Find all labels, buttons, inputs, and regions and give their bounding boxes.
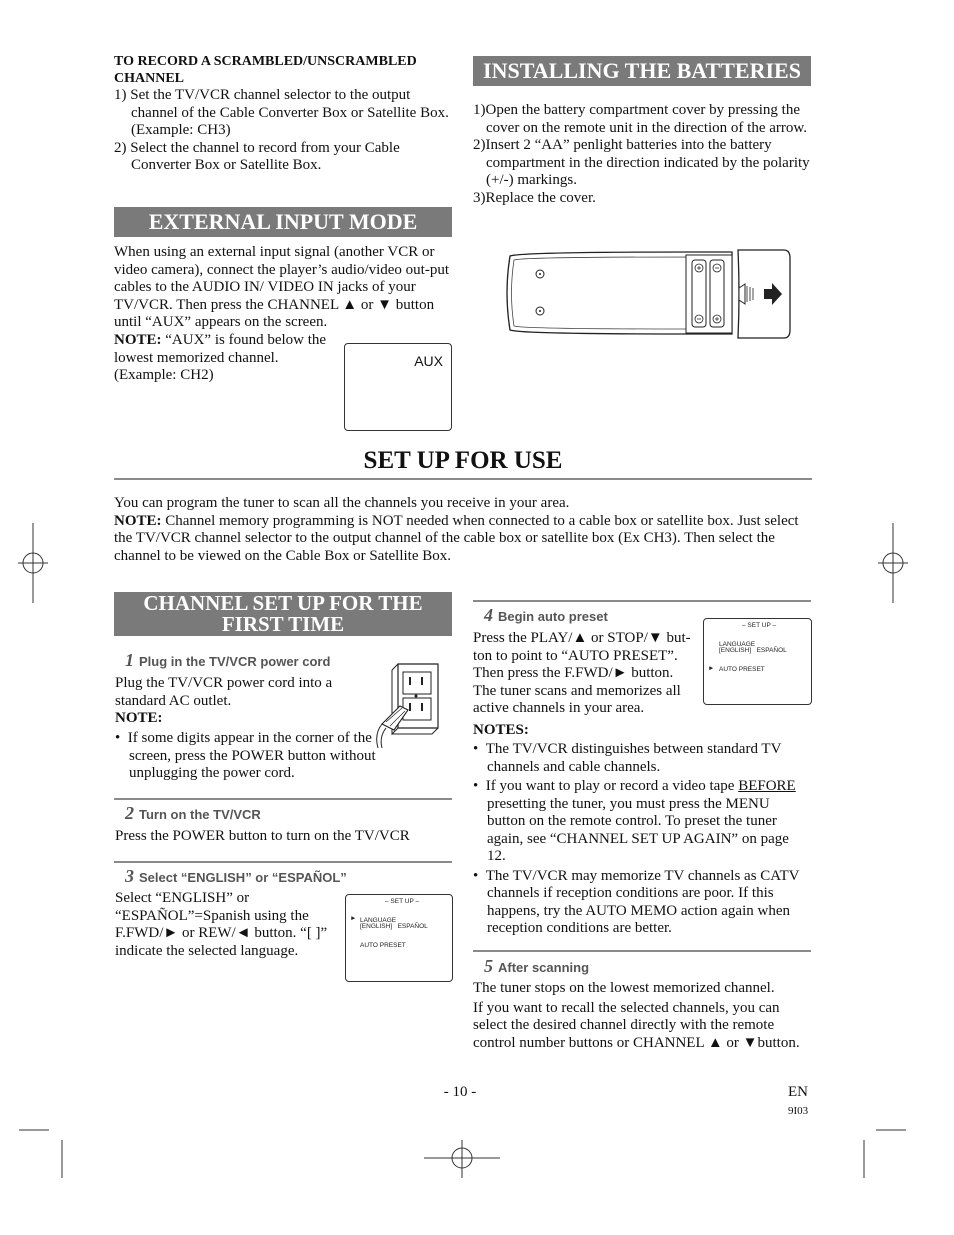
note-label: NOTE: <box>114 332 162 348</box>
menu-auto-preset: AUTO PRESET <box>719 666 765 673</box>
step-4-note-2-post: presetting the tuner, you must press the MENU button on the remote control. To preset the tuner again, see “CHANNEL SET UP AGAIN” on page 12. <box>487 795 789 864</box>
step-5-body-1: The tuner stops on the lowest memorized channel. <box>473 980 775 996</box>
step-4-number: 4 <box>484 605 493 625</box>
document-code: 9I03 <box>788 1105 809 1117</box>
record-title-line1: TO RECORD A SCRAMBLED/UNSCRAMBLED <box>114 54 417 69</box>
battery-step-3: 3)Replace the cover. <box>473 189 596 206</box>
batteries-heading: INSTALLING THE BATTERIES <box>473 56 811 86</box>
step-4-note-1-text: The TV/VCR distinguishes between standard TV channels and cable channels. <box>485 741 782 775</box>
step-2-number: 2 <box>125 803 134 823</box>
step-3-body: Select “ENGLISH” or “ESPAÑOL”=Spanish using the F.FWD/► or REW/◄ button. “[ ]” indicate the selected language. <box>115 890 328 959</box>
step-5-number: 5 <box>484 956 493 976</box>
step-1-note-label: NOTE: <box>115 710 163 726</box>
external-input-body: When using an external input signal (another VCR or video camera), connect the player’s audio/video out-put cables to the AUDIO IN/ VIDEO IN jacks of your TV/VCR. Then press the CHANNEL ▲ or ▼ button until “AUX” appears on the screen. <box>114 244 450 330</box>
menu-language-options: [ENGLISH] ESPAÑOL <box>360 923 428 930</box>
setup-title: SET UP FOR USE <box>363 447 563 474</box>
step-4-label: Begin auto preset <box>498 609 608 624</box>
step-1-number: 1 <box>125 650 134 670</box>
step-4-note-2-pre: If you want to play or record a video tape <box>485 778 739 794</box>
menu-cursor: ► <box>350 915 357 922</box>
menu-language: LANGUAGE <box>360 917 397 924</box>
setup-intro-text: You can program the tuner to scan all the channels you receive in your area. <box>114 495 570 511</box>
menu-title: – SET UP – <box>742 622 777 629</box>
step-2-label: Turn on the TV/VCR <box>139 807 261 822</box>
battery-step-2: 2)Insert 2 “AA” penlight batteries into the battery compartment in the direction indicated by the polarity (+/-) markings. <box>473 137 810 188</box>
menu-language: LANGUAGE <box>719 641 756 648</box>
menu-auto-preset: AUTO PRESET <box>360 942 406 949</box>
step-4-note-3: • The TV/VCR may memorize TV channels as CATV channels if reception conditions are poor. If this happens, try the AUTO MEMO action again when reception conditions are better. <box>473 867 800 936</box>
step-1-body: Plug the TV/VCR power cord into a standard AC outlet. <box>115 675 333 709</box>
menu-language-options: [ENGLISH] ESPAÑOL <box>719 647 787 654</box>
page-number: - 10 - <box>443 1084 477 1100</box>
step-4-note-3-text: The TV/VCR may memorize TV channels as CATV channels if reception conditions are poor. If this happens, try the AUTO MEMO action again when reception conditions are better. <box>485 867 800 936</box>
step-2-body: Press the POWER button to turn on the TV/VCR <box>115 828 410 844</box>
setup-note-text: Channel memory programming is NOT needed when connected to a cable box or satellite box. Just select the TV/VCR channel selector to the output channel of the cable box or satellite box (Ex CH3). Then select the channel to be viewed on the Cable Box or Satellite Box. <box>114 512 799 564</box>
note-text: “AUX” is found below the lowest memorized channel. (Example: CH2) <box>114 332 327 383</box>
channel-setup-heading-line1: CHANNEL SET UP FOR THE <box>143 591 423 615</box>
step-3-number: 3 <box>125 866 134 886</box>
step-3-label: Select “ENGLISH” or “ESPAÑOL” <box>139 870 347 885</box>
battery-step-1: 1)Open the battery compartment cover by pressing the cover on the remote unit in the direction of the arrow. <box>473 102 807 136</box>
step-5-body-2: If you want to recall the selected channels, you can select the desired channel directly with the remote control number buttons or CHANNEL ▲ or ▼button. <box>473 999 800 1051</box>
setup-note-label: NOTE: <box>114 512 162 529</box>
step-4-notes-label: NOTES: <box>473 722 529 738</box>
step-4-note-1: • The TV/VCR distinguishes between standard TV channels and cable channels. <box>473 741 782 775</box>
step-5-label: After scanning <box>498 960 590 975</box>
external-input-heading: EXTERNAL INPUT MODE <box>114 207 452 237</box>
record-step-1: 1) Set the TV/VCR channel selector to the output channel of the Cable Converter Box or Satellite Box. (Example: CH3) <box>114 87 449 138</box>
step-1-bullet: • If some digits appear in the corner of the screen, press the POWER button without unplugging the power cord. <box>115 730 376 781</box>
aux-screen-text: AUX <box>414 353 443 369</box>
step-1-bullet-text: If some digits appear in the corner of the screen, press the POWER button without unplugging the power cord. <box>127 730 376 781</box>
record-title-line2: CHANNEL <box>114 71 185 86</box>
step-4-body: Press the PLAY/▲ or STOP/▼ but-ton to point to “AUTO PRESET”. Then press the F.FWD/► button. The tuner scans and memorizes all active channels in your area. <box>473 630 691 716</box>
channel-setup-heading-line2: FIRST TIME <box>221 612 345 636</box>
record-step-2: 2) Select the channel to record from your Cable Converter Box or Satellite Box. <box>114 139 400 173</box>
menu-title: – SET UP – <box>385 898 420 905</box>
step-1-label: Plug in the TV/VCR power cord <box>139 654 331 669</box>
step-4-note-2-underline: BEFORE <box>738 778 796 794</box>
language-code: EN <box>788 1084 808 1100</box>
menu-cursor: ► <box>708 665 715 672</box>
step-4-note-2: • If you want to play or record a video tape BEFORE presetting the tuner, you must press the MENU button on the remote control. To preset the tuner again, see “CHANNEL SET UP AGAIN” on page 12. <box>473 778 796 864</box>
